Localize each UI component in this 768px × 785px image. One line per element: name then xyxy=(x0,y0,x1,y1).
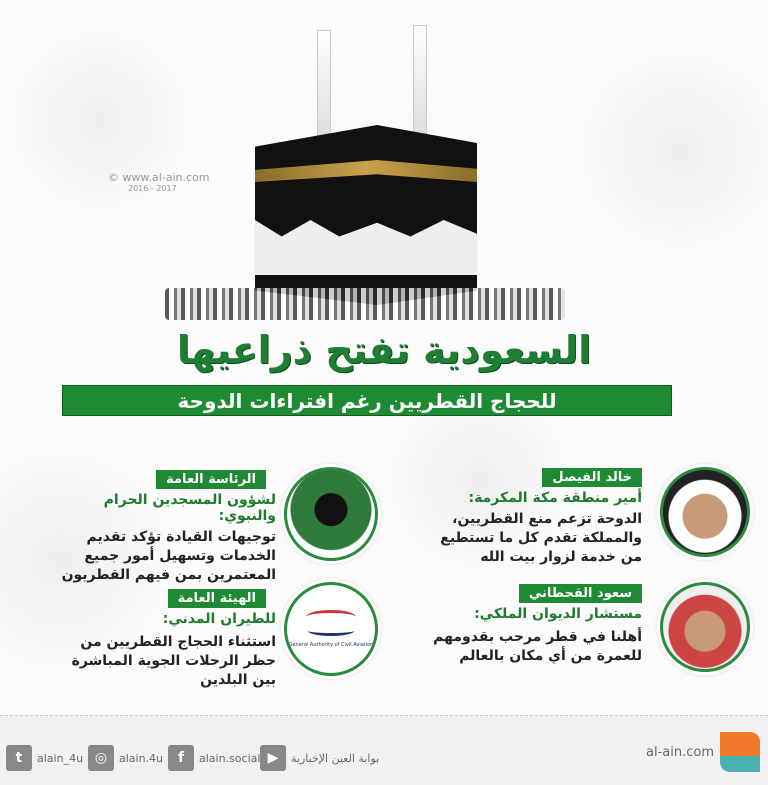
kaaba-image xyxy=(155,20,575,330)
footer xyxy=(0,715,768,785)
watermark: © www.al-ain.com 2016 - 2017 xyxy=(108,171,210,193)
avatar-khalid xyxy=(660,467,750,557)
quote-line: الدوحة تزعم منع القطريين، xyxy=(452,511,642,527)
name-label: خالد الفيصل xyxy=(542,468,642,487)
role: للطيران المدني: xyxy=(162,611,276,627)
instagram-icon: ◎ xyxy=(88,745,114,771)
headline: السعودية تفتح ذراعيها xyxy=(176,328,592,372)
name-label: الهيئة العامة xyxy=(168,589,266,608)
facebook-icon: f xyxy=(168,745,194,771)
role: مستشار الديوان الملكي: xyxy=(474,606,642,622)
subheadline-banner: للحجاج القطريين رغم افتراءات الدوحة xyxy=(62,385,672,416)
twitter-icon: t xyxy=(6,745,32,771)
site-link[interactable]: al-ain.com xyxy=(646,745,714,760)
quote-line: بين البلدين xyxy=(200,672,276,688)
haramain-logo xyxy=(284,467,378,561)
quote-line: أهلنا في قطر مرحب بقدومهم xyxy=(433,629,642,645)
role: لشؤون المسجدين الحرام والنبوي: xyxy=(103,492,276,524)
facebook-link[interactable]: f alain.social xyxy=(168,745,260,771)
quote-line: من خدمة لزوار بيت الله xyxy=(480,549,642,565)
youtube-link[interactable]: ▶ بوابة العين الإخبارية xyxy=(260,745,379,771)
quote-line: الخدمات وتسهيل أمور جميع xyxy=(84,548,276,564)
youtube-icon: ▶ xyxy=(260,745,286,771)
quote-line: حظر الرحلات الجوية المباشرة xyxy=(71,653,276,669)
quote-khalid xyxy=(420,468,642,567)
aviation-logo: General Authority of Civil Aviation xyxy=(284,582,378,676)
instagram-link[interactable]: ◎ alain.4u xyxy=(88,745,163,771)
quote-line: المعتمرين بمن فيهم القطريون xyxy=(61,567,276,583)
name-label: الرئاسة العامة xyxy=(156,470,266,489)
al-ain-logo xyxy=(720,732,760,772)
name-label: سعود القحطاني xyxy=(519,584,642,603)
role: أمير منطقة مكة المكرمة: xyxy=(468,490,642,506)
quote-haramain xyxy=(56,470,276,585)
quote-line: توجيهات القيادة تؤكد تقديم xyxy=(86,529,276,545)
quote-line: للعمرة من أي مكان بالعالم xyxy=(459,648,642,664)
twitter-link[interactable]: t alain_4u xyxy=(6,745,83,771)
avatar-saud xyxy=(660,582,750,672)
quote-line: والمملكة تقدم كل ما تستطيع xyxy=(440,530,642,546)
quote-line: استثناء الحجاج القطريين من xyxy=(80,634,276,650)
quote-aviation xyxy=(56,589,276,690)
quote-saud xyxy=(420,584,642,666)
